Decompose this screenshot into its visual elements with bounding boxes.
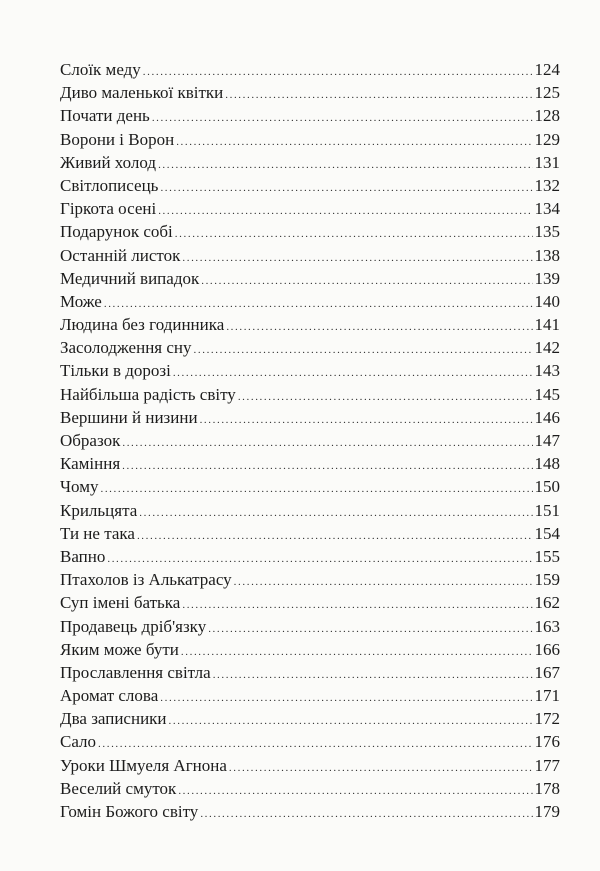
toc-entry	[60, 684, 560, 707]
toc-entry	[60, 754, 560, 777]
toc-entry	[60, 568, 560, 591]
dot-leader	[122, 432, 532, 455]
toc-entry-title: Найбільша радість світу	[60, 384, 236, 404]
dot-leader	[200, 409, 533, 432]
toc-entry-page-number: 147	[534, 431, 560, 450]
toc-entry-title: Живий холод	[60, 152, 157, 172]
dot-leader	[182, 594, 532, 617]
toc-entry	[60, 81, 560, 104]
toc-entry	[60, 499, 560, 522]
toc-entry-page-number: 172	[534, 709, 560, 729]
toc-entry-page-number: 124	[534, 60, 560, 79]
toc-entry-page-number: 155	[534, 546, 560, 566]
dot-leader	[226, 316, 532, 339]
toc-entry-page-number: 128	[534, 106, 560, 126]
toc-entry-page-number: 150	[534, 477, 560, 497]
toc-entry	[60, 615, 560, 638]
dot-leader	[176, 131, 532, 154]
toc-entry-page-number: 134	[534, 199, 560, 219]
toc-entry	[60, 220, 560, 243]
toc-entry	[60, 429, 560, 452]
toc-entry-page-number: 151	[534, 500, 560, 520]
toc-entry-page-number: 171	[534, 686, 560, 706]
toc-entry-title: Диво маленької квітки	[60, 83, 224, 103]
toc-entry	[60, 58, 560, 81]
toc-entry-title: Останній листок	[60, 245, 181, 265]
dot-leader	[137, 525, 533, 548]
dot-leader	[158, 154, 532, 177]
toc-entry	[60, 336, 560, 359]
toc-entry-title: Прославлення світла	[60, 662, 211, 682]
toc-entry-title: Сало	[60, 732, 97, 752]
toc-entry-page-number: 166	[534, 639, 560, 659]
toc-entry-title: Медичний випадок	[60, 268, 200, 288]
toc-entry	[60, 475, 560, 498]
toc-entry-page-number: 159	[534, 570, 560, 590]
dot-leader	[208, 618, 532, 641]
toc-entry-title: Крильцята	[60, 500, 138, 520]
dot-leader	[175, 223, 533, 246]
dot-leader	[100, 478, 532, 501]
toc-entry	[60, 267, 560, 290]
dot-leader	[139, 502, 532, 525]
toc-entry-title: Подарунок собі	[60, 222, 173, 242]
dot-leader	[225, 84, 532, 107]
toc-entry-page-number: 140	[534, 291, 560, 311]
toc-entry-page-number: 141	[534, 315, 560, 335]
toc-entry-page-number: 142	[534, 338, 560, 358]
toc-entry-title: Вершини й низини	[60, 407, 198, 427]
toc-entry	[60, 591, 560, 614]
toc-entry-title: Ти не така	[60, 523, 135, 543]
toc-entry-page-number: 138	[534, 245, 560, 265]
dot-leader	[182, 247, 532, 270]
toc-entry	[60, 290, 560, 313]
toc-entry	[60, 406, 560, 429]
dot-leader	[122, 455, 532, 478]
toc-entry-page-number: 154	[534, 523, 560, 543]
toc-entry-title: Образок	[60, 431, 121, 450]
dot-leader	[213, 664, 533, 687]
dot-leader	[238, 386, 533, 409]
toc-entry	[60, 661, 560, 684]
toc-entry-page-number: 179	[534, 802, 560, 821]
toc-entry-page-number: 125	[534, 83, 560, 103]
toc-entry-page-number: 143	[534, 361, 560, 381]
toc-entry-title: Може	[60, 291, 102, 311]
toc-entry-page-number: 177	[534, 755, 560, 775]
dot-leader	[229, 757, 533, 780]
toc-entry-page-number: 129	[534, 129, 560, 149]
toc-entry	[60, 800, 560, 823]
toc-entry-title: Тільки в дорозі	[60, 361, 171, 381]
toc-entry-page-number: 135	[534, 222, 560, 242]
toc-entry-title: Слоїк меду	[60, 60, 141, 79]
toc-entry	[60, 359, 560, 382]
toc-entry-page-number: 132	[534, 175, 560, 195]
toc-entry	[60, 151, 560, 174]
toc-entry	[60, 730, 560, 753]
toc-entry	[60, 522, 560, 545]
toc-entry-title: Людина без годинника	[60, 315, 225, 335]
toc-entry	[60, 383, 560, 406]
table-of-contents	[60, 58, 560, 823]
toc-entry-title: Світлописець	[60, 175, 159, 195]
toc-entry-title: Вапно	[60, 546, 106, 566]
toc-entry-page-number: 146	[534, 407, 560, 427]
toc-entry-title: Чому	[60, 477, 99, 497]
dot-leader	[152, 107, 533, 130]
toc-entry-title: Два записники	[60, 709, 167, 729]
toc-entry-title: Птахолов із Алькатрасу	[60, 570, 232, 590]
toc-entry-title: Гомін Божого світу	[60, 802, 199, 821]
dot-leader	[160, 177, 532, 200]
toc-entry	[60, 777, 560, 800]
toc-entry-title: Гіркота осені	[60, 199, 157, 219]
dot-leader	[181, 641, 533, 664]
toc-entry	[60, 104, 560, 127]
toc-entry-title: Веселий смуток	[60, 778, 177, 798]
toc-entry-page-number: 167	[534, 662, 560, 682]
toc-entry	[60, 244, 560, 267]
dot-leader	[194, 339, 533, 362]
toc-entry-title: Каміння	[60, 454, 121, 474]
toc-entry-title: Почати день	[60, 106, 150, 126]
toc-entry	[60, 545, 560, 568]
toc-entry-page-number: 178	[534, 778, 560, 798]
toc-entry-title: Продавець дріб'язку	[60, 616, 207, 636]
dot-leader	[201, 270, 532, 293]
toc-entry-title: Засолодження сну	[60, 338, 192, 358]
toc-entry-title: Яким може бути	[60, 639, 179, 659]
dot-leader	[178, 780, 532, 803]
toc-entry-page-number: 162	[534, 593, 560, 613]
toc-entry	[60, 174, 560, 197]
toc-entry-title: Уроки Шмуеля Агнона	[60, 755, 227, 775]
dot-leader	[169, 710, 533, 733]
toc-entry-page-number: 139	[534, 268, 560, 288]
dot-leader	[160, 687, 532, 710]
toc-entry	[60, 707, 560, 730]
toc-entry-title: Суп імені батька	[60, 593, 181, 613]
toc-entry	[60, 452, 560, 475]
toc-entry	[60, 638, 560, 661]
dot-leader	[200, 803, 532, 826]
dot-leader	[234, 571, 533, 594]
toc-entry	[60, 197, 560, 220]
toc-entry-title: Аромат слова	[60, 686, 159, 706]
toc-entry-page-number: 131	[534, 152, 560, 172]
toc-entry	[60, 128, 560, 151]
toc-entry-page-number: 145	[534, 384, 560, 404]
dot-leader	[158, 200, 532, 223]
toc-entry-page-number: 176	[534, 732, 560, 752]
toc-entry-title: Ворони і Ворон	[60, 129, 175, 149]
toc-entry-page-number: 163	[534, 616, 560, 636]
toc-entry	[60, 313, 560, 336]
toc-entry-page-number: 148	[534, 454, 560, 474]
